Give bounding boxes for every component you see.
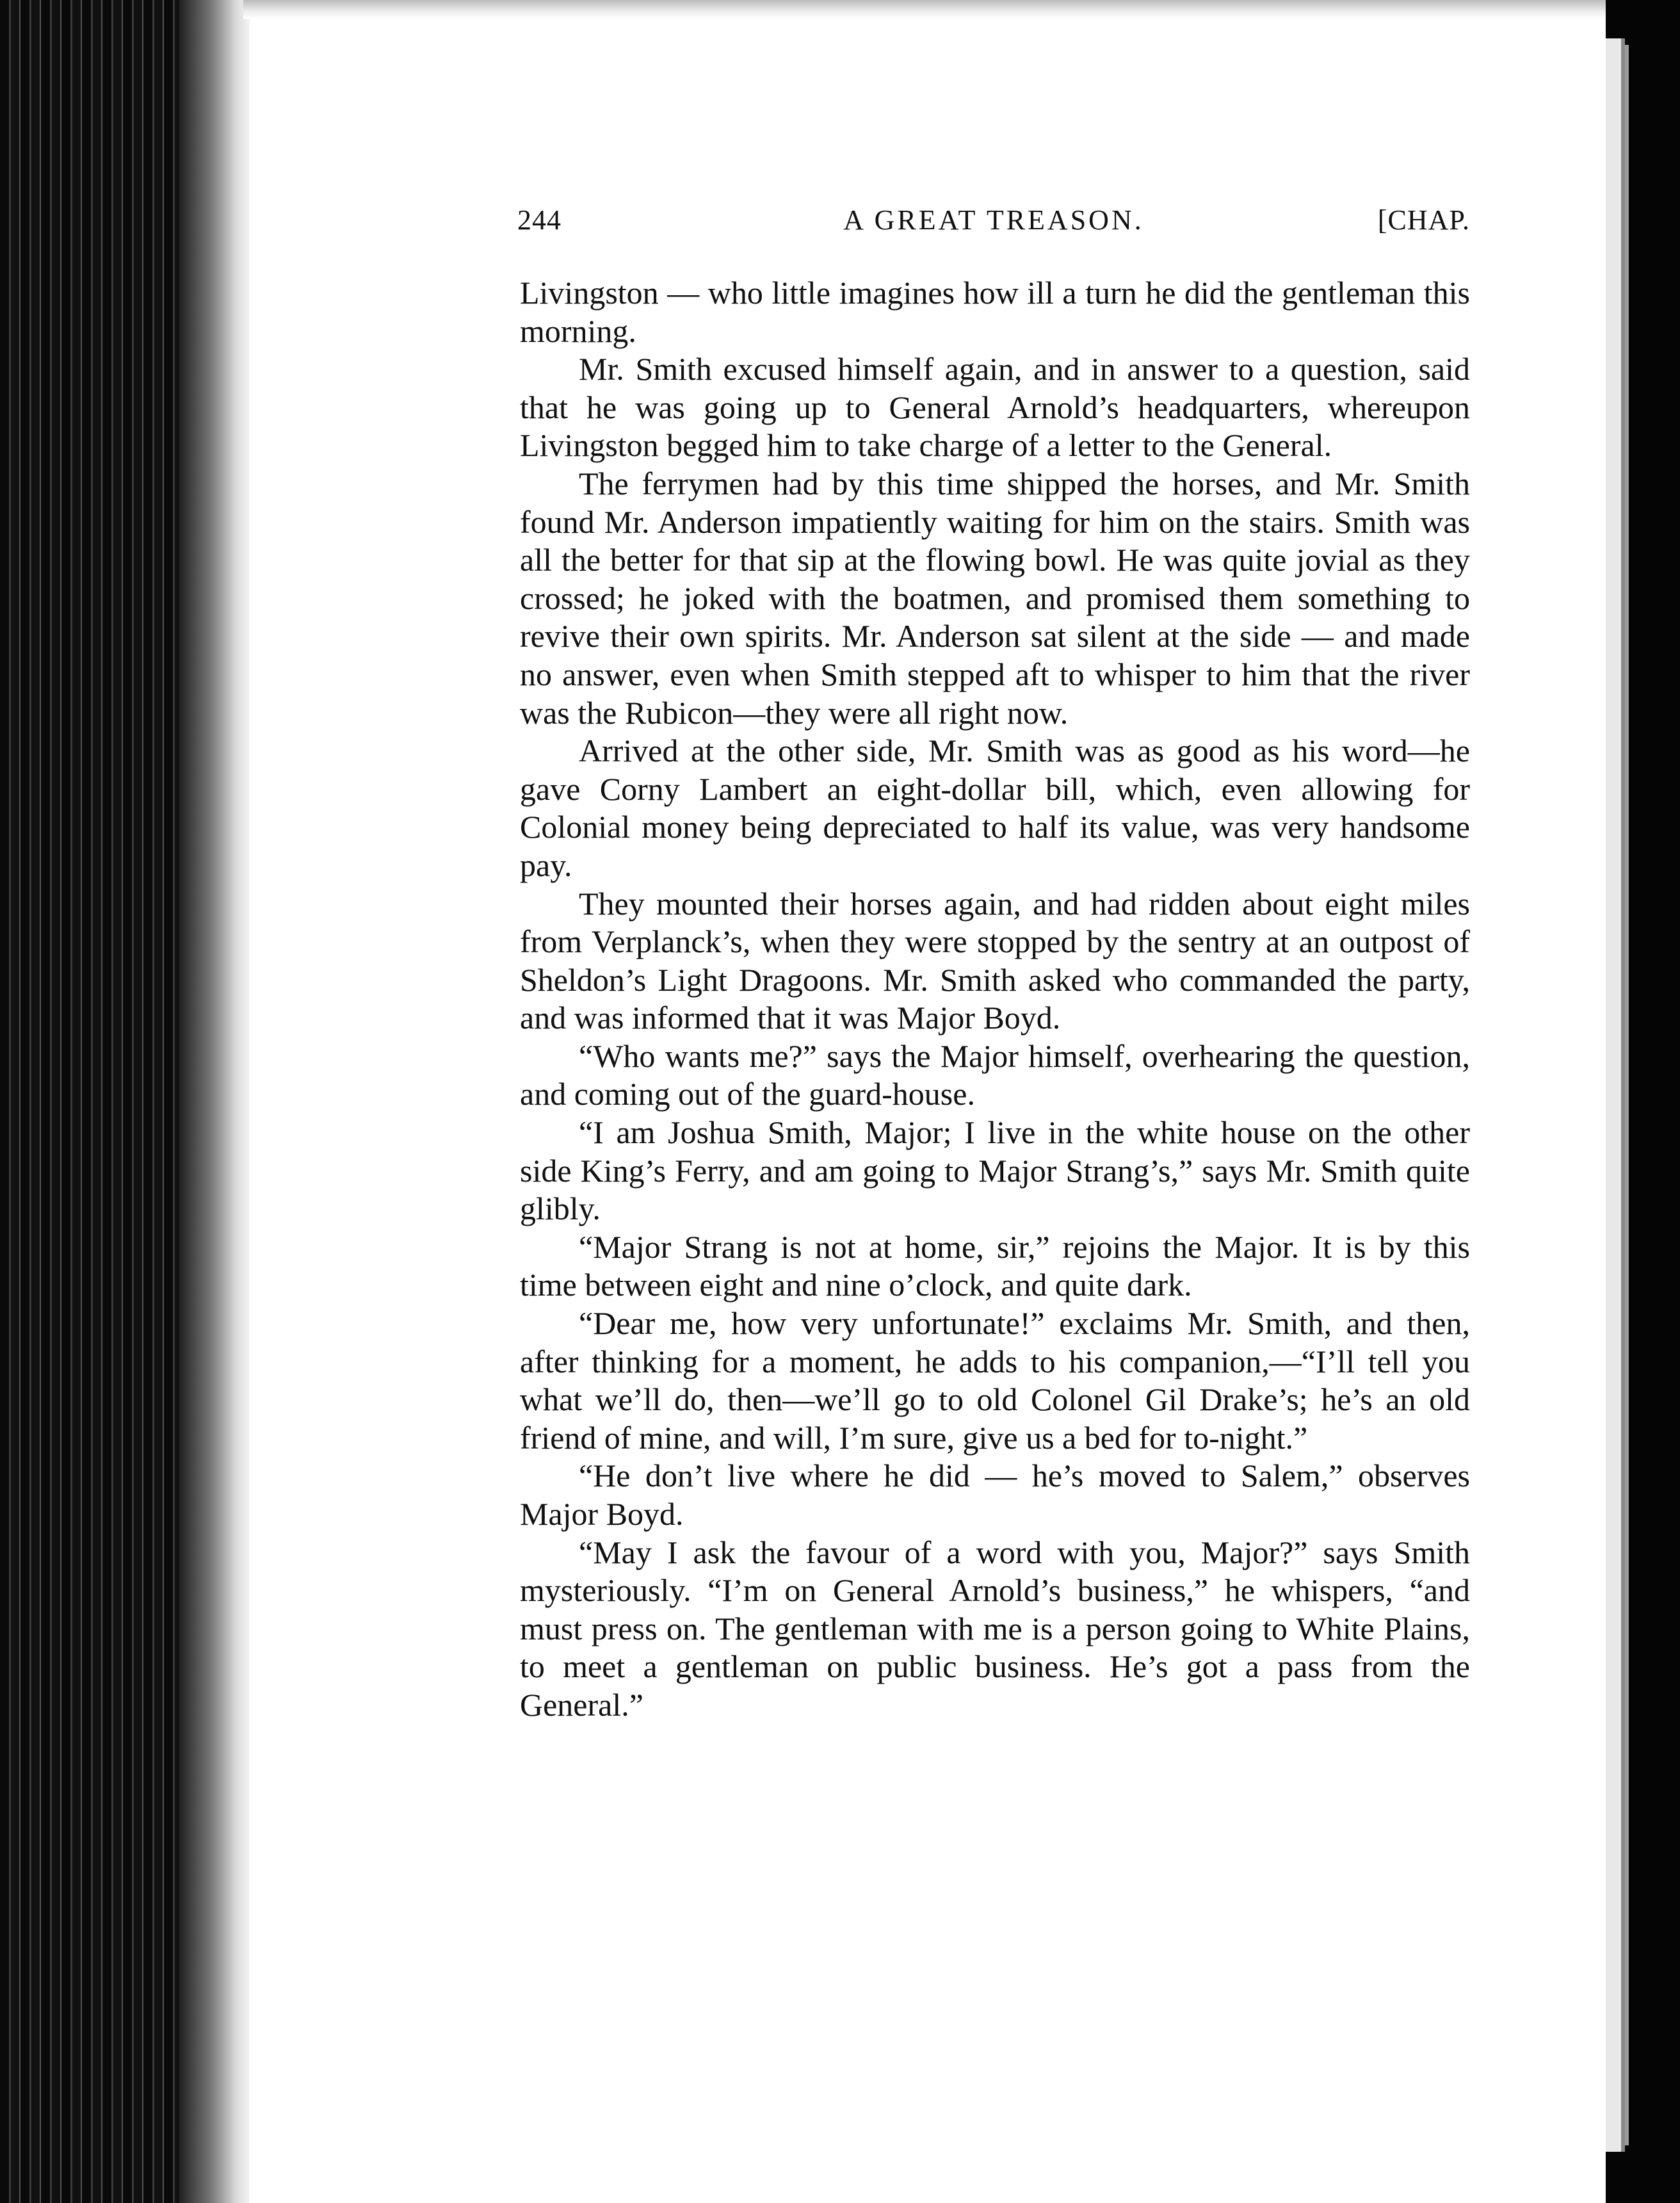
facing-page-strip	[1606, 38, 1625, 2152]
running-title: A GREAT TREASON.	[843, 204, 1144, 236]
paragraph-3: The ferrymen had by this time shipped the horses, and Mr. Smith found Mr. Anderson impatiently waiting for him on the stairs. Smith was all the better for that sip at the flowing bowl. He was quite jovial as they crossed; he joked with the boatmen, and promised them something to revive their own spirits. Mr. Anderson sat silent at the side — and made no answer, even when Smith stepped aft to whisper to him that the river was the Rubicon—they were all right now.	[520, 465, 1470, 731]
running-header	[517, 204, 1470, 248]
paragraph-5: They mounted their horses again, and had ridden about eight miles from Verplanck’s, when they were stopped by the sentry at an outpost of Sheldon’s Light Dragoons. Mr. Smith asked who commanded the party, and was informed that it was Major Boyd.	[520, 885, 1470, 1036]
paragraph-1: Livingston — who little imagines how ill a turn he did the gentleman this morning.	[520, 275, 1470, 349]
paragraph-10: “He don’t live where he did — he’s moved to Salem,” observes Major Boyd.	[520, 1458, 1470, 1532]
paragraph-11: “May I ask the favour of a word with you, Major?” says Smith mysteriously. “I’m on General Arnold’s business,” he whispers, “and must press on. The gentleman with me is a person going to White Plains, to meet a gentleman on public business. He’s got a pass from the General.”	[520, 1534, 1470, 1723]
page-number: 244	[517, 204, 561, 236]
page-gutter-shadow	[179, 0, 250, 2203]
paragraph-4: Arrived at the other side, Mr. Smith was as good as his word—he gave Corny Lambert an eight-dollar bill, which, even allowing for Colonial money being depreciated to half its value, was very handsome pay.	[520, 733, 1470, 883]
facing-page-line	[1625, 45, 1629, 2145]
book-page-edges	[0, 0, 250, 2203]
paragraph-6: “Who wants me?” says the Major himself, overhearing the question, and coming out of the guard-house.	[520, 1037, 1470, 1112]
chapter-mark: [CHAP.	[1377, 204, 1470, 236]
paragraph-9: “Dear me, how very unfortunate!” exclaims Mr. Smith, and then, after thinking for a moment, he adds to his companion,—“I’ll tell you what we’ll do, then—we’ll go to old Colonel Gil Drake’s; he’s an old friend of mine, and will, I’m sure, give us a bed for to-night.”	[520, 1305, 1470, 1456]
page-top-shadow	[243, 0, 1607, 19]
paragraph-8: “Major Strang is not at home, sir,” rejoins the Major. It is by this time between eight and nine o’clock, and quite dark.	[520, 1228, 1470, 1303]
right-page-edge	[1606, 0, 1680, 2203]
paragraph-7: “I am Joshua Smith, Major; I live in the white house on the other side King’s Ferry, and am going to Major Strang’s,” says Mr. Smith quite glibly.	[520, 1114, 1470, 1227]
paragraph-2: Mr. Smith excused himself again, and in answer to a question, said that he was going up to General Arnold’s headquarters, whereupon Livingston begged him to take charge of a letter to the General.	[520, 351, 1470, 464]
body-text	[520, 274, 1470, 1725]
